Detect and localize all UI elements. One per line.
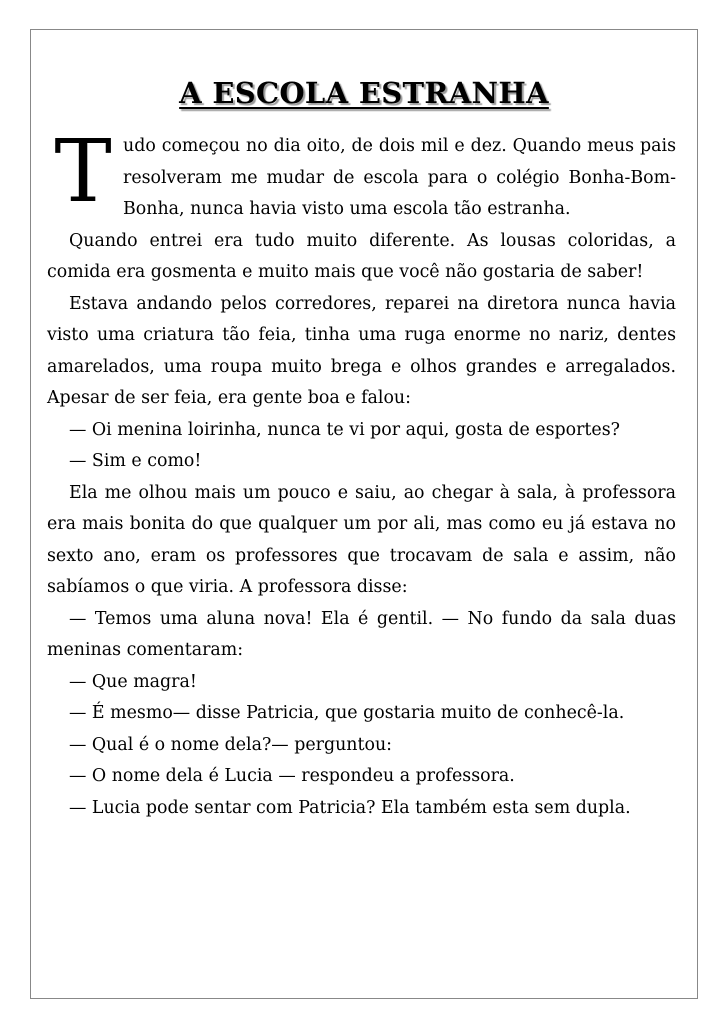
- dialogue-line: — O nome dela é Lucia — respondeu a professora.: [69, 766, 515, 786]
- paragraph: Quando entrei era tudo muito diferente. As lousas coloridas, a comida era gosmenta e muito mais que você não gostaria de saber!: [47, 230, 676, 282]
- drop-cap-letter: T: [54, 122, 112, 222]
- paragraph: Ela me olhou mais um pouco e saiu, ao chegar à sala, à professora era mais bonita do que qualquer um por ali, mas como eu já estava no sexto ano, eram os professores que trocavam de sala e assim, não sabíamos o que viria. A professora disse:: [47, 482, 676, 597]
- dialogue-line: — Qual é o nome dela?— perguntou:: [69, 734, 393, 755]
- paragraph: Estava andando pelos corredores, reparei na diretora nunca havia visto uma criatura tão feia, tinha uma ruga enorme no nariz, dentes amarelados, uma roupa muito brega e olhos grandes e arregalados. Apesar de ser feia, era gente boa e falou:: [47, 293, 676, 408]
- first-paragraph-text: udo começou no dia oito, de dois mil e dez. Quando meus pais resolveram me mudar de escola para o colégio Bonha-Bom-Bonha, nunca havia visto uma escola tão estranha.: [123, 136, 676, 219]
- dialogue-line: — Sim e como!: [69, 451, 202, 471]
- document-title: A ESCOLA ESTRANHA: [179, 76, 549, 110]
- dialogue-line: — Que magra!: [69, 671, 197, 692]
- first-paragraph: [47, 122, 676, 226]
- dialogue-line: — É mesmo— disse Patricia, que gostaria muito de conhecê-la.: [69, 703, 625, 723]
- dialogue-line: — Temos uma aluna nova! Ela é gentil. — No fundo da sala duas meninas comentaram:: [47, 608, 676, 660]
- dialogue-line: — Lucia pode sentar com Patricia? Ela também esta sem dupla.: [69, 797, 631, 818]
- dialogue-line: — Oi menina loirinha, nunca te vi por aqui, gosta de esportes?: [69, 419, 620, 440]
- story-body: [47, 122, 676, 824]
